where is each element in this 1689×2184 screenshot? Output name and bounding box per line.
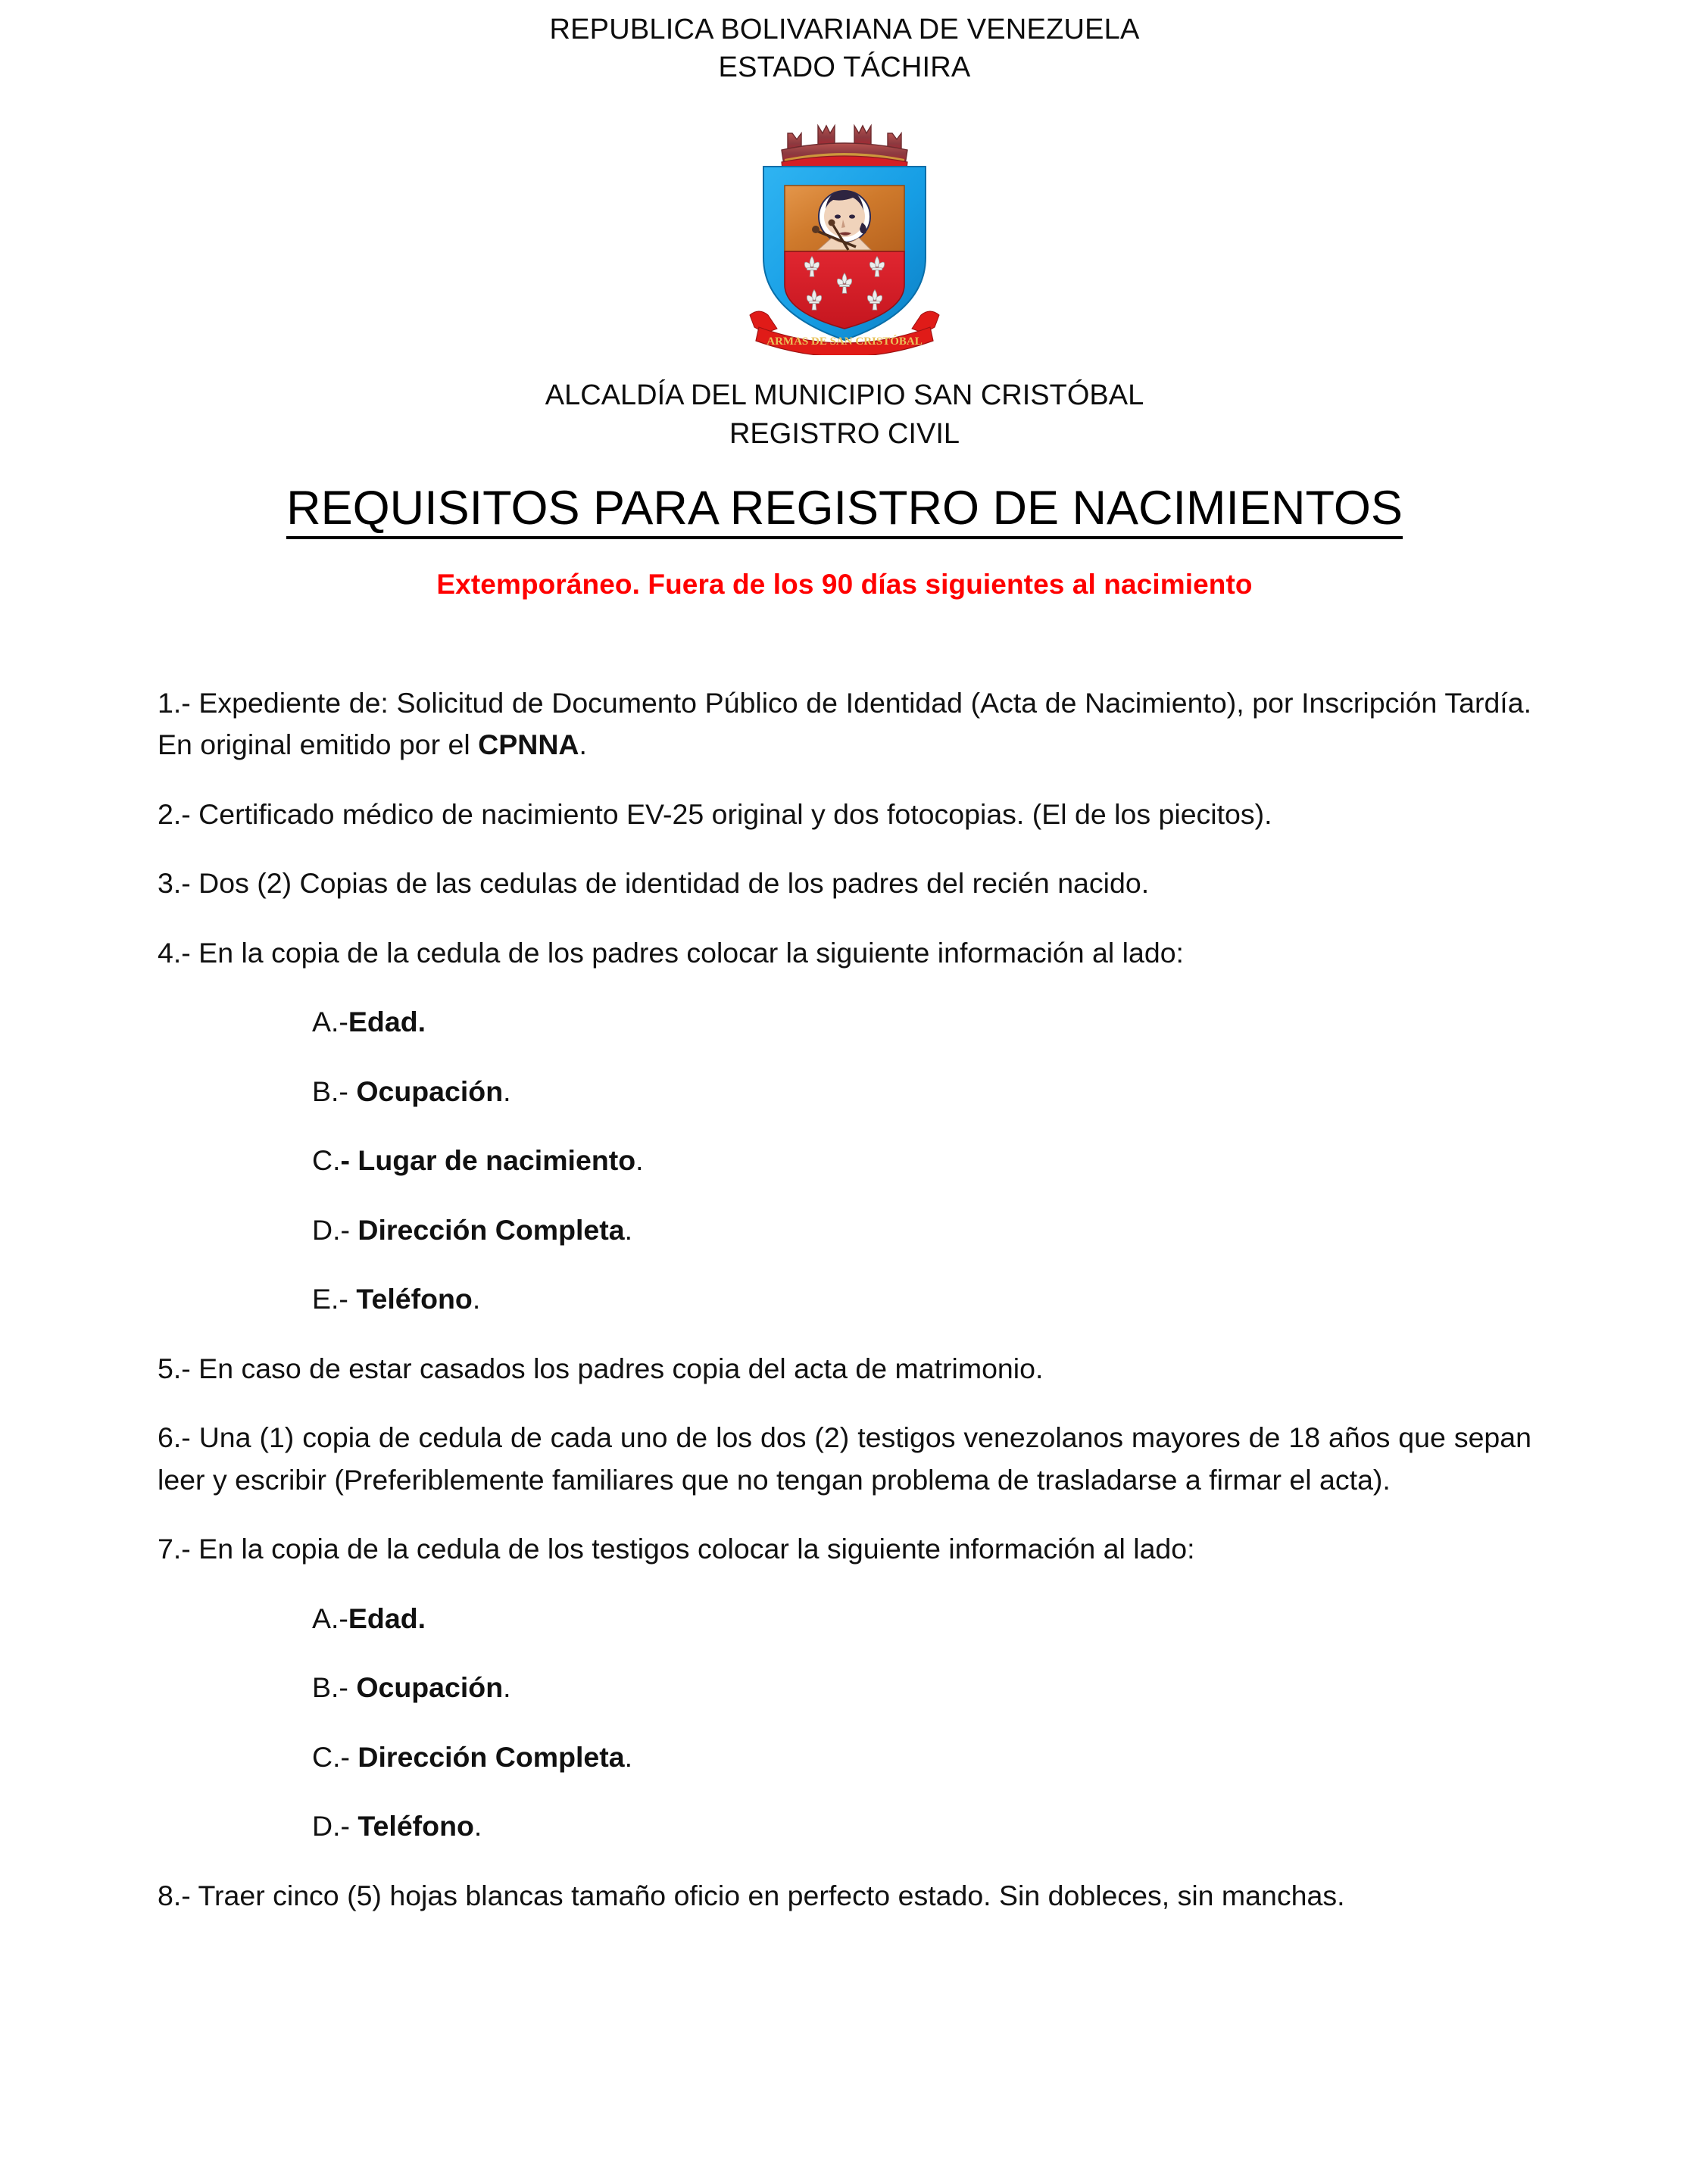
sub7-d-label: D.-	[312, 1810, 358, 1842]
sub-a-label: A.-	[312, 1006, 348, 1038]
requirement-item-3: 3.- Dos (2) Copias de las cedulas de identidad de los padres del recién nacido.	[158, 867, 1150, 900]
sub-d-label: D.-	[312, 1213, 358, 1246]
requirement-4-sub-c	[158, 1140, 1531, 1182]
requirement-7-sub-d	[158, 1805, 1531, 1848]
header-line-country: REPUBLICA BOLIVARIANA DE VENEZUELA	[549, 14, 1140, 45]
requirement-1-bold-cpnna: CPNNA	[478, 729, 579, 761]
sub7-d-tail: .	[473, 1810, 482, 1842]
organization-header	[158, 0, 1531, 86]
sub-b-label: B.-	[312, 1075, 357, 1107]
page-title-text: REQUISITOS PARA REGISTRO DE NACIMIENTOS	[286, 482, 1403, 539]
banner-text: ARMAS DE SAN CRISTÓBAL	[766, 335, 923, 348]
requirement-4-sub-a	[158, 1001, 1531, 1044]
sub-a-bold: Edad.	[348, 1006, 426, 1038]
requirement-item-4: 4.- En la copia de la cedula de los padres colocar la siguiente información al lado:	[158, 936, 1184, 969]
sub-e-bold: Teléfono	[356, 1283, 473, 1315]
sub-c-bold: - Lugar de nacimiento	[340, 1144, 636, 1177]
institution-header	[158, 376, 1531, 453]
sub-b-tail: .	[503, 1075, 511, 1107]
sub-e-label: E.-	[312, 1283, 357, 1315]
coat-of-arms-icon	[742, 109, 947, 355]
sub7-a-label: A.-	[312, 1602, 348, 1634]
sub7-a-bold: Edad.	[348, 1602, 426, 1634]
requirement-1-text-b: .	[579, 729, 587, 761]
sub7-c-tail: .	[624, 1740, 633, 1773]
requirement-4-sub-d	[158, 1209, 1531, 1252]
requirement-item-2: 2.- Certificado médico de nacimiento EV-25 original y dos fotocopias. (El de los piecitos).	[158, 797, 1272, 830]
requirement-item-7: 7.- En la copia de la cedula de los testigos colocar la siguiente información al lado:	[158, 1533, 1195, 1565]
sub-d-tail: .	[624, 1213, 633, 1246]
sub-e-tail: .	[472, 1283, 481, 1315]
sub7-b-label: B.-	[312, 1671, 357, 1704]
requirement-7-sub-a	[158, 1598, 1531, 1640]
requirement-4-sub-b	[158, 1071, 1531, 1113]
page-title	[158, 480, 1531, 536]
page-subtitle: Extemporáneo. Fuera de los 90 días siguientes al nacimiento	[436, 568, 1253, 600]
sub-d-bold: Dirección Completa	[357, 1213, 625, 1246]
subheader-line-alcaldia: ALCALDÍA DEL MUNICIPIO SAN CRISTÓBAL	[545, 379, 1144, 412]
requirement-item-8: 8.- Traer cinco (5) hojas blancas tamaño oficio en perfecto estado. Sin dobleces, sin manchas.	[158, 1879, 1345, 1911]
requirement-1-text-a: 1.- Expediente de: Solicitud de Documento Público de Identidad (Acta de Nacimiento), por Inscripción Tardía. En original emitido por el	[158, 686, 1531, 761]
sub7-b-tail: .	[503, 1671, 511, 1704]
sub-b-bold: Ocupación	[356, 1075, 504, 1107]
requirement-7-sub-b	[158, 1667, 1531, 1709]
requirement-4-sub-e	[158, 1278, 1531, 1321]
coat-of-arms-container	[158, 109, 1531, 355]
requirements-list	[158, 682, 1531, 1917]
sub7-c-label: C.-	[312, 1740, 358, 1773]
subheader-line-registro: REGISTRO CIVIL	[729, 417, 960, 450]
sub7-d-bold: Teléfono	[357, 1810, 474, 1842]
requirement-7-sub-c	[158, 1736, 1531, 1779]
sub7-c-bold: Dirección Completa	[357, 1740, 625, 1773]
requirement-item-5: 5.- En caso de estar casados los padres copia del acta de matrimonio.	[158, 1352, 1044, 1384]
requirement-item-1	[158, 682, 1531, 766]
requirement-item-6: 6.- Una (1) copia de cedula de cada uno de los dos (2) testigos venezolanos mayores de 18 años que sepan leer y escribir (Preferiblemente familiares que no tengan problema de trasladarse a firmar el acta).	[158, 1421, 1531, 1496]
header-line-state: ESTADO TÁCHIRA	[718, 51, 971, 84]
sub-c-tail: .	[635, 1144, 644, 1177]
sub-c-label: C.	[312, 1144, 341, 1177]
sub7-b-bold: Ocupación	[356, 1671, 504, 1704]
